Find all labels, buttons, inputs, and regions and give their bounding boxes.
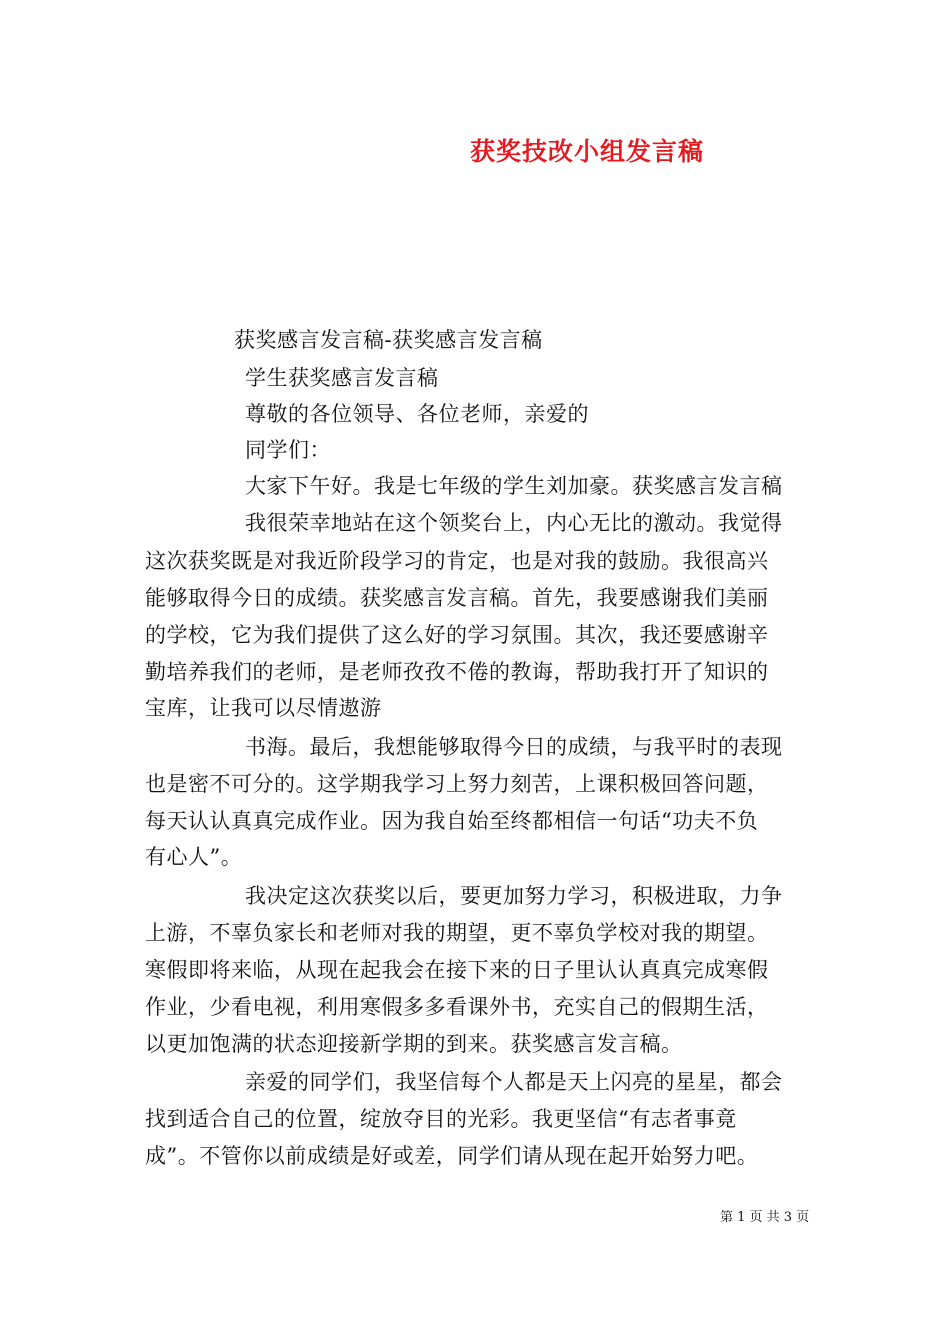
body-line: 宝库，让我可以尽情遨游 [145,696,382,720]
body-line: 每天认认真真完成作业。因为我自始至终都相信一句话“功夫不负 [145,809,759,833]
body-line: 找到适合自己的位置，绽放夺目的光彩。我更坚信“有志者事竟 [145,1107,737,1131]
body-line: 成”。不管你以前成绩是好或差，同学们请从现在起开始努力吧。 [145,1144,759,1168]
body-line: 学生获奖感言发言稿 [245,366,439,390]
body-line: 大家下午好。我是七年级的学生刘加豪。获奖感言发言稿 [245,474,783,498]
body-line: 尊敬的各位领导、各位老师，亲爱的 [245,402,589,426]
body-line: 有心人”。 [145,845,243,869]
body-line: 书海。最后，我想能够取得今日的成绩，与我平时的表现 [245,735,783,759]
body-line: 亲爱的同学们，我坚信每个人都是天上闪亮的星星，都会 [245,1070,783,1094]
body-line: 也是密不可分的。这学期我学习上努力刻苦，上课积极回答问题， [145,772,769,796]
body-line: 我很荣幸地站在这个领奖台上，内心无比的激动。我觉得 [245,511,783,535]
document-title: 获奖技改小组发言稿 [470,137,705,166]
body-line: 上游，不辜负家长和老师对我的期望，更不辜负学校对我的期望。 [145,921,769,945]
body-line: 寒假即将来临，从现在起我会在接下来的日子里认认真真完成寒假 [145,958,769,982]
page-number: 第 1 页 共 3 页 [720,1210,810,1225]
body-line: 这次获奖既是对我近阶段学习的肯定，也是对我的鼓励。我很高兴 [145,549,769,573]
body-line: 能够取得今日的成绩。获奖感言发言稿。首先，我要感谢我们美丽 [145,586,769,610]
body-line: 勤培养我们的老师，是老师孜孜不倦的教诲，帮助我打开了知识的 [145,660,769,684]
body-line: 以更加饱满的状态迎接新学期的到来。获奖感言发言稿。 [145,1032,683,1056]
body-line: 同学们： [245,438,331,462]
body-line: 获奖感言发言稿-获奖感言发言稿 [234,328,543,352]
body-line: 的学校，它为我们提供了这么好的学习氛围。其次，我还要感谢辛 [145,623,769,647]
body-line: 我决定这次获奖以后，要更加努力学习，积极进取，力争 [245,884,783,908]
body-line: 作业，少看电视，利用寒假多多看课外书，充实自己的假期生活， [145,995,769,1019]
